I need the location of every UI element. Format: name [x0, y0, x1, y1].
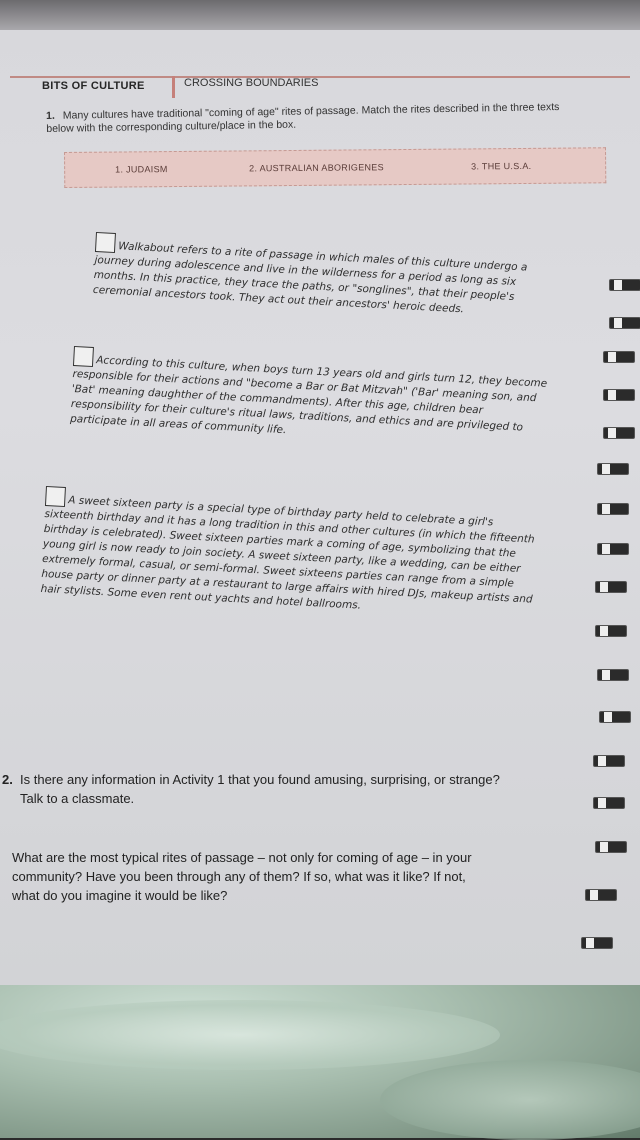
text-sweet-sixteen [40, 486, 545, 623]
edge-tab [594, 798, 624, 808]
edge-tab [598, 504, 628, 514]
text-walkabout-body: Walkabout refers to a rite of passage in which males of this culture undergo a journey during adolescence and live in the wilderness for a period as long as six months. In this practice, they trace the paths, or "songlines", that their people's ceremonial ancestors took. They act out their ancestors' heroic deeds. [92, 240, 528, 316]
edge-tab [610, 280, 640, 290]
question-2-text: Is there any information in Activity 1 that you found amusing, surprising, or strange? Talk to a classmate. [20, 772, 500, 806]
header-divider [172, 76, 175, 98]
section-tag: BITS OF CULTURE [42, 80, 145, 92]
culture-choices-box [64, 147, 606, 188]
question-2-number: 2. [2, 772, 13, 787]
answer-checkbox-2[interactable] [73, 346, 94, 367]
edge-tab [594, 756, 624, 766]
question-2 [2, 770, 526, 808]
edge-tab [600, 712, 630, 722]
question-1 [46, 101, 586, 136]
text-sweet-sixteen-body: A sweet sixteen party is a special type of birthday party held to celebrate a girl's sixteenth birthday and it has a long tradition in this and other cultures (in which the fifteenth birthday is celebrated). Sweet sixteen parties mark a coming of age, symbolizing that the young girl is now ready to join society. A sweet sixteen party, like a wedding, can be either extremely formal, casual, or semi-formal. Sweet sixteens parties can range from a simple house party or dinner party at a restaurant to large affairs with hired DJs, makeup artists and hair stylists. Some even rent out yachts and hotel ballrooms. [40, 494, 535, 612]
text-bar-mitzvah-body: According to this culture, when boys turn 13 years old and girls turn 12, they become responsible for their actions and "become a Bar or Bat Mitzvah" ('Bar' meaning son, and 'Bat' meaning daughther of the commandments). After this age, children bear responsibility for their culture's ritual laws, traditions, and ethics and are privileged to participate in all areas of community life. [69, 354, 548, 437]
text-walkabout [93, 232, 558, 322]
edge-tab [604, 352, 634, 362]
page-top-shadow [0, 0, 640, 30]
edge-tab [604, 428, 634, 438]
edge-tab [598, 464, 628, 474]
choice-usa: 3. THE U.S.A. [471, 160, 532, 172]
edge-tab [598, 544, 628, 554]
page-edge-tabs [590, 280, 638, 960]
edge-tab [596, 626, 626, 636]
text-bar-mitzvah [70, 346, 552, 452]
edge-tab [596, 582, 626, 592]
answer-checkbox-1[interactable] [95, 232, 116, 253]
blanket-fold [0, 1000, 500, 1070]
edge-tab [610, 318, 640, 328]
question-3: What are the most typical rites of passage – not only for coming of age – in your community? Have you been through any of them? If so, what was it like? If not, what do you imagine it would be like? [12, 850, 472, 903]
choice-judaism: 1. JUDAISM [115, 164, 168, 175]
question-1-number: 1. [46, 109, 55, 122]
edge-tab [604, 390, 634, 400]
section-subtitle: CROSSING BOUNDARIES [184, 77, 319, 89]
answer-checkbox-3[interactable] [45, 486, 66, 507]
question-1-text: Many cultures have traditional "coming of age" rites of passage. Match the rites described in the three texts below with the corresponding culture/place in the box. [46, 101, 560, 135]
edge-tab [596, 842, 626, 852]
edge-tab [586, 890, 616, 900]
edge-tab [598, 670, 628, 680]
edge-tab [582, 938, 612, 948]
choice-australian-aborigenes: 2. AUSTRALIAN ABORIGENES [249, 162, 384, 174]
header-rule [10, 76, 630, 78]
